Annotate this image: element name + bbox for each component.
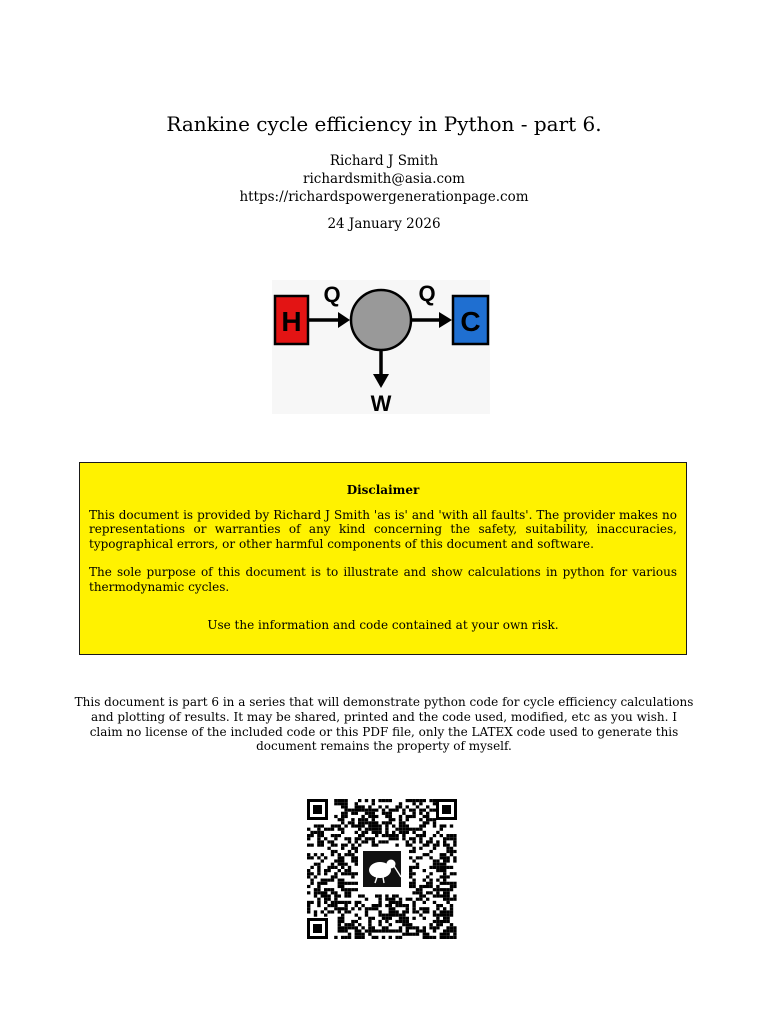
heat-out-label: Q — [418, 281, 436, 306]
disclaimer-paragraph-3: Use the information and code contained at your own risk. — [207, 617, 559, 632]
engine-circle — [351, 290, 411, 350]
cold-reservoir-label: C — [460, 306, 481, 337]
qr-code[interactable] — [306, 798, 458, 940]
work-label: W — [370, 391, 392, 414]
heat-engine-logo — [272, 280, 490, 414]
disclaimer-paragraph-1: This document is provided by Richard J Smith 'as is' and 'with all faults'. The provider makes no representations or warranties of any kind concerning the safety, suitability, inaccuracies, typographical errors, or other harmful components of this document and software. — [89, 507, 677, 551]
author-block — [0, 152, 768, 206]
disclaimer-box — [79, 462, 687, 655]
heat-in-label: Q — [323, 282, 341, 307]
author-website[interactable]: https://richardspowergenerationpage.com — [239, 189, 529, 205]
series-note: This document is part 6 in a series that will demonstrate python code for cycle efficiency calculations and plotting of results. It may be shared, printed and the code used, modified, etc as you wish. I claim no license of the included code or this PDF file, only the LATEX code used to generate this document remains the property of myself. — [74, 695, 694, 754]
finder-pattern-top-right — [436, 799, 457, 820]
hot-reservoir-label: H — [281, 306, 302, 337]
document-date: 24 January 2026 — [327, 216, 441, 232]
finder-pattern-bottom-left — [307, 918, 328, 939]
disclaimer-heading: Disclaimer — [346, 483, 420, 497]
finder-pattern-top-left — [307, 799, 328, 820]
kiwi-bird-icon — [360, 848, 404, 890]
author-name: Richard J Smith — [329, 153, 439, 169]
author-email[interactable]: richardsmith@asia.com — [303, 171, 465, 187]
document-title: Rankine cycle efficiency in Python - part 6. — [166, 112, 602, 136]
disclaimer-paragraph-2: The sole purpose of this document is to illustrate and show calculations in python for various thermodynamic cycles. — [89, 565, 677, 594]
